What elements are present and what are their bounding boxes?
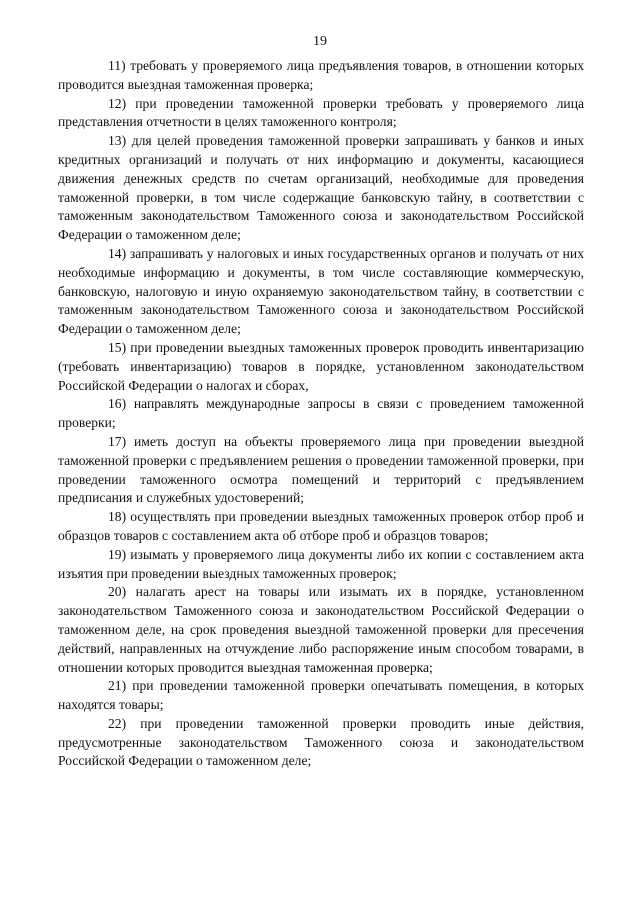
paragraph-item-14: 14) запрашивать у налоговых и иных государственных органов и получать от них необходимые информацию и документы, в том числе составляющие коммерческую, банковскую, налоговую и иную охраняемую законодательством тайну, в соответствии с таможенным законодательством Таможенного союза и законодательством Российской Федерации о таможенном деле; xyxy=(58,245,584,337)
paragraph-item-12: 12) при проведении таможенной проверки требовать у проверяемого лица представления отчетности в целях таможенного контроля; xyxy=(58,95,584,130)
paragraph-item-21: 21) при проведении таможенной проверки опечатывать помещения, в которых находятся товары; xyxy=(58,678,584,713)
paragraph-item-19: 19) изымать у проверяемого лица документы либо их копии с составлением акта изъятия при проведении выездных таможенных проверок; xyxy=(58,546,584,581)
paragraph-item-18: 18) осуществлять при проведении выездных таможенных проверок отбор проб и образцов товаров с составлением акта об отборе проб и образцов товаров; xyxy=(58,509,584,543)
document-body xyxy=(58,57,584,771)
paragraph-item-20: 20) налагать арест на товары или изымать их в порядке, установленном законодательством Таможенного союза и законодательством Российской Федерации о таможенном деле, на срок проведения выездной таможенной проверки для пресечения действий, направленных на отчуждение либо распоряжение иным способом товарами, в отношении которых проводится выездная таможенная проверка; xyxy=(58,584,584,675)
page-number: 19 xyxy=(313,34,327,49)
paragraph-item-17: 17) иметь доступ на объекты проверяемого лица при проведении выездной таможенной проверки с предъявлением решения о проведении таможенной проверки, при проведении таможенного осмотра помещений и территорий с предъявлением предписания и служебных удостоверений; xyxy=(58,433,584,506)
paragraph-item-11: 11) требовать у проверяемого лица предъявления товаров, в отношении которых проводится выездная таможенная проверка; xyxy=(58,58,584,92)
paragraph-item-22: 22) при проведении таможенной проверки проводить иные действия, предусмотренные законодательством Таможенного союза и законодательством Российской Федерации о таможенном деле; xyxy=(58,715,584,769)
paragraph-item-15: 15) при проведении выездных таможенных проверок проводить инвентаризацию (требовать инвентаризацию) товаров в порядке, установленном законодательством Российской Федерации о налогах и сборах, xyxy=(58,339,584,393)
paragraph-item-13: 13) для целей проведения таможенной проверки запрашивать у банков и иных кредитных организаций и получать от них информацию и документы, касающиеся движения денежных средств по счетам организаций, необходимые для проведения таможенной проверки, в том числе содержащие банковскую тайну, в соответствии с таможенным законодательством Таможенного союза и законодательством Российской Федерации о таможенном деле; xyxy=(58,133,584,243)
paragraph-item-16: 16) направлять международные запросы в связи с проведением таможенной проверки; xyxy=(58,396,584,431)
